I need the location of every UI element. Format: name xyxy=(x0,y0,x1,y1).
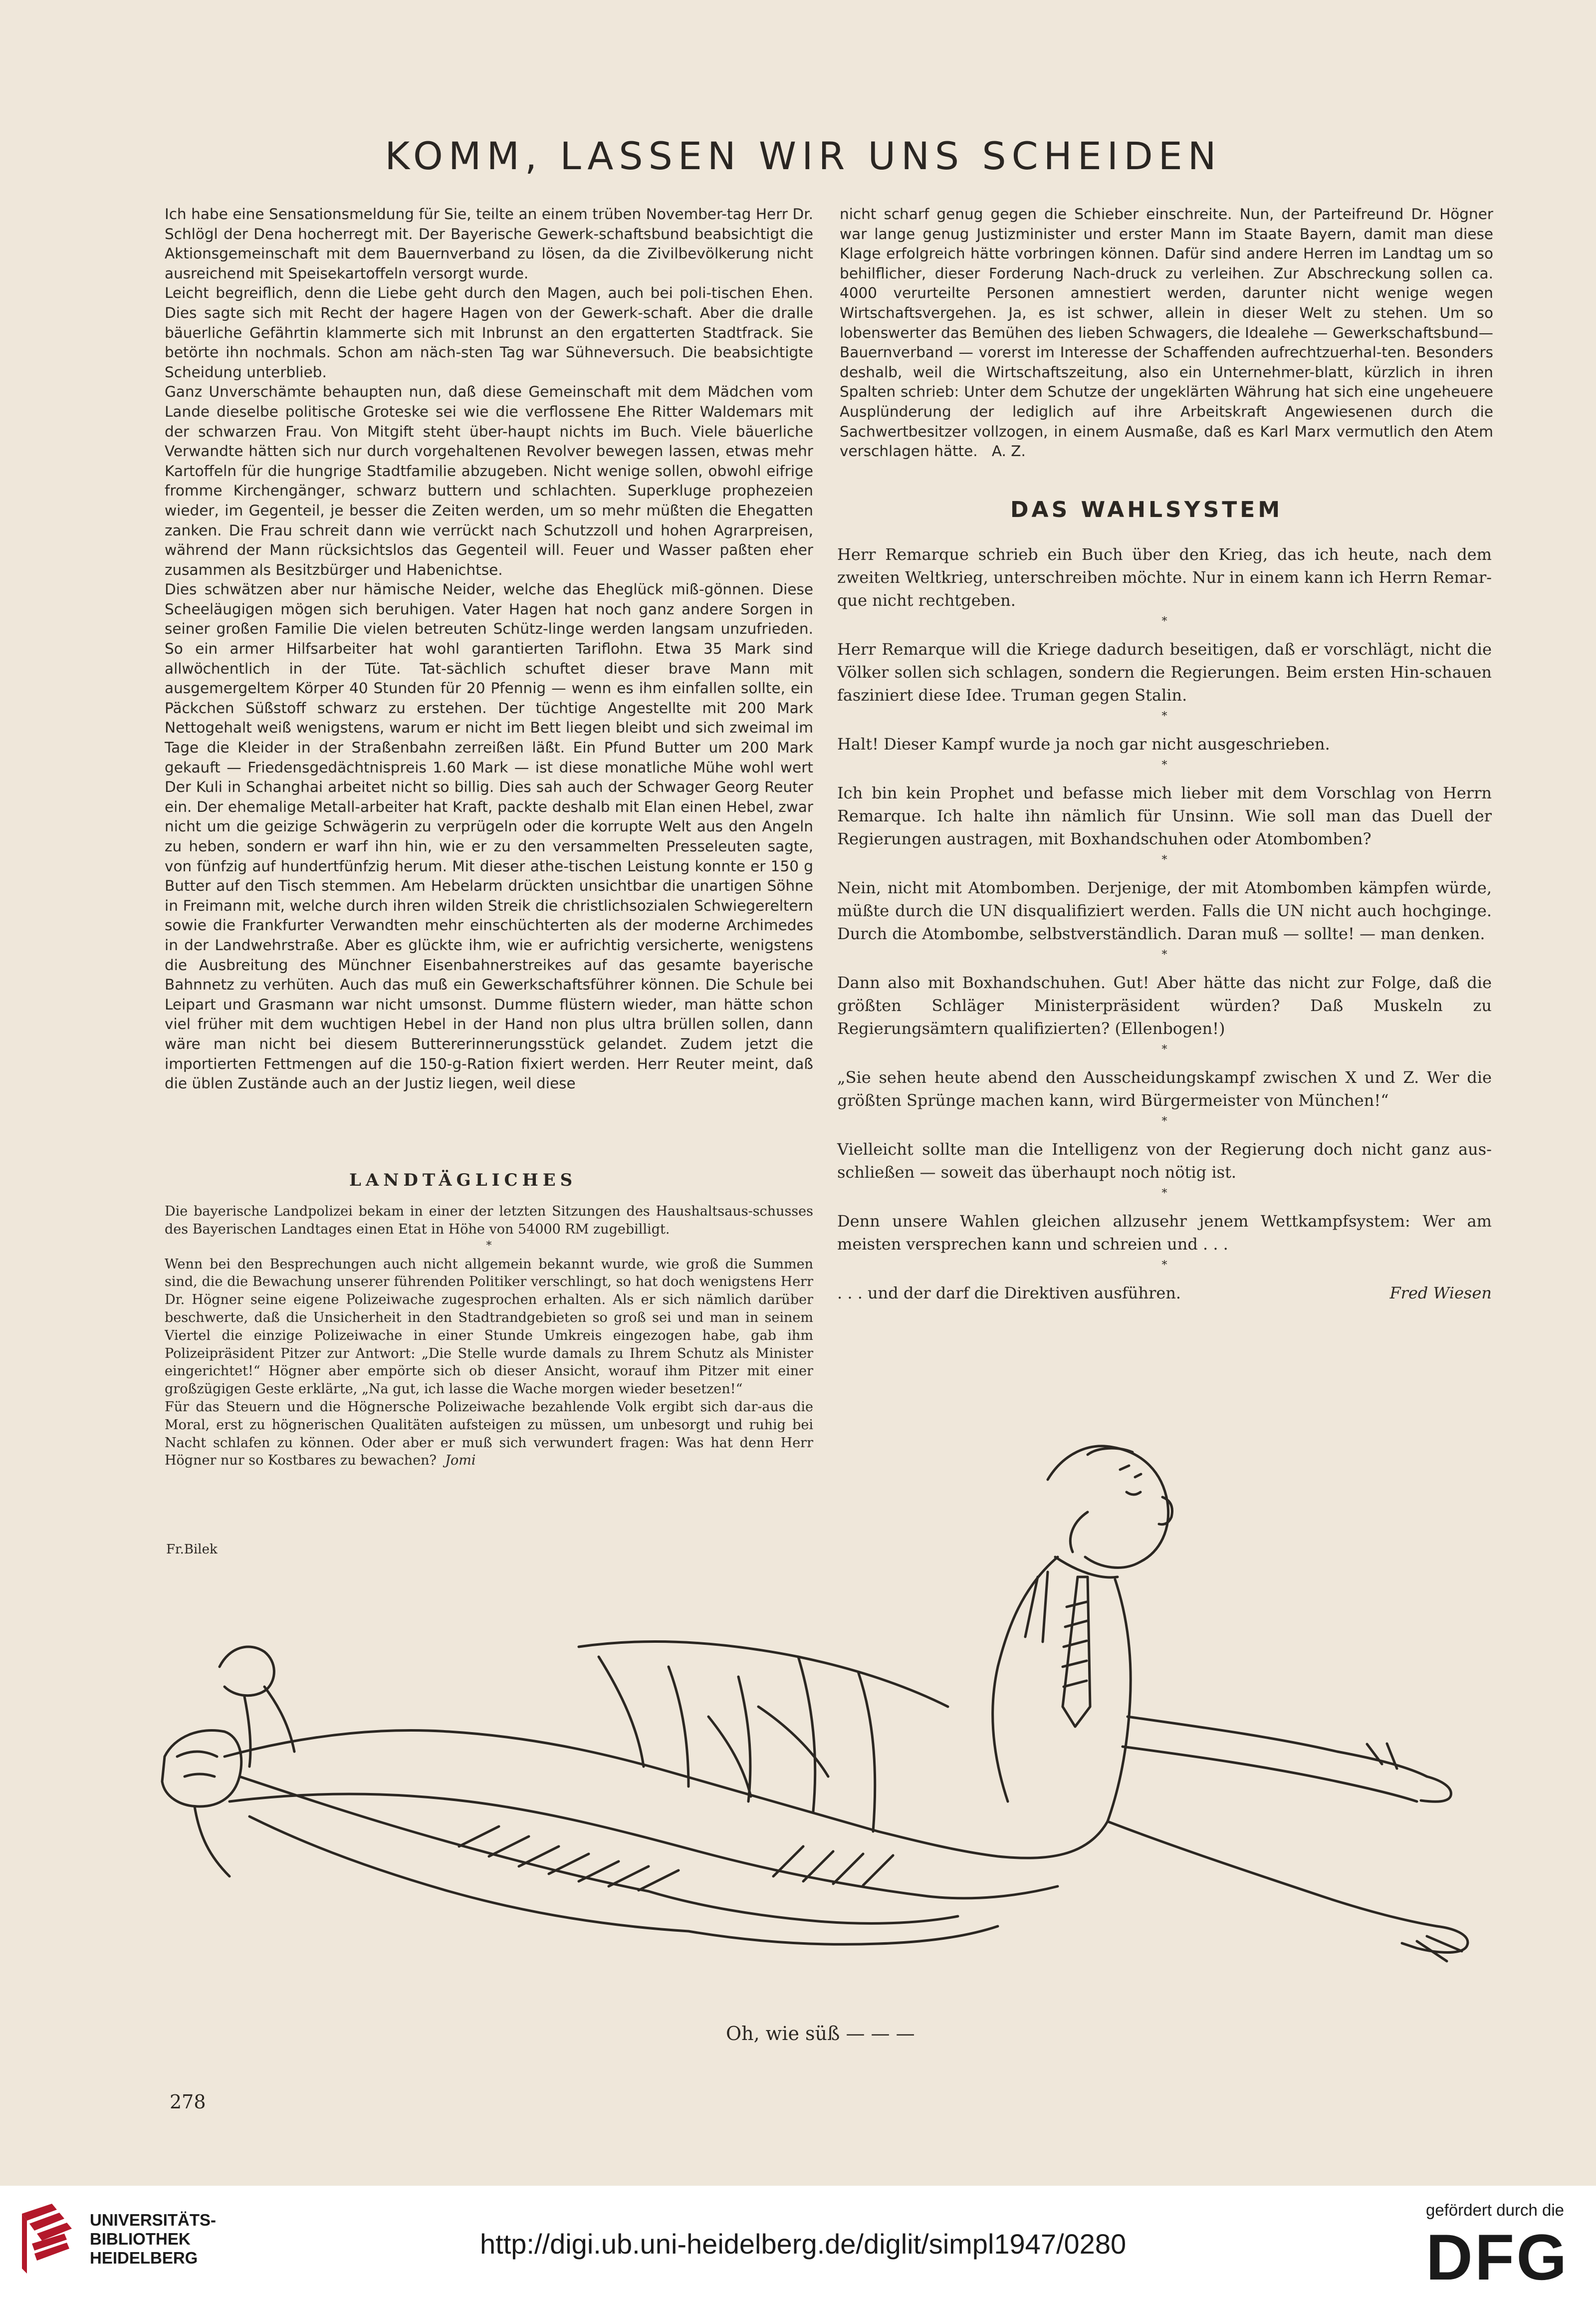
separator-star: * xyxy=(1161,1259,1167,1272)
article-paragraph: Leicht begreiflich, denn die Liebe geht durch den Magen, auch bei poli-tischen Ehen. Dies sagte sich mit Recht der hagere Hagen von der Gewerk-schaft. Aber die dralle bäuerliche Gefährtin klammerte sich mit Inbrunst an den ergatterten Stadtfrack. Sie betörte ihn nochmals. Schon am näch-sten Tag war Sühneversuch. Die beabsichtigte Scheidung unterblieb. xyxy=(165,284,813,381)
wahl-last-line: . . . und der darf die Direktiven ausführen. xyxy=(837,1283,1181,1302)
wahl-closing-line xyxy=(837,1281,1492,1304)
wahl-paragraph: Halt! Dieser Kampf wurde ja noch gar nicht ausgeschrieben. xyxy=(837,735,1330,754)
wahl-signature: Fred Wiesen xyxy=(1389,1283,1492,1302)
article-paragraph: Dies schwätzen aber nur hämische Neider, welche das Eheglück miß-gönnen. Diese Scheeläugigen mögen sich beruhigen. Vater Hagen hat noch ganz andere Sorgen in seiner großen Familie Die vielen betreuten Schütz-linge werden langsam unzufrieden. So ein armer Hilfsarbeiter hat wohl garantierten Tariflohn. Etwa 35 Mark sind allwöchentlich in der Tüte. Tat-sächlich schuftet dieser brave Mann mit ausgemergeltem Körper 40 Stunden für 20 Pfennig — wenn es ihm einfallen sollte, ein Päckchen Süßstoff schwarz zu erstehen. Der tüchtige Angestellte mit 200 Mark Nettogehalt weiß wenigstens, warum er nicht im Bett liegen bleibt und sich zweimal im Tage die Kleider in der Straßenbahn zerreißen läßt. Ein Pfund Butter um 200 Mark gekauft — Friedensgedächtnispreis 1.60 Mark — ist diese monatliche Mühe wohl wert Der Kuli in Schanghai arbeitet nicht so billig. Dies sah auch der Schwager Georg Reuter ein. Der ehemalige Metall-arbeiter hat Kraft, packte deshalb mit Elan einen Hebel, zwar nicht um die geizige Schwägerin zu verprügeln oder die korrupte Welt aus den Angeln zu heben, sondern er warf ihn hin, wie er zu den versammelten Presseleuten sagte, von fünfzig auf hundertfünfzig herum. Mit dieser athe-tischen Leistung konnte er 150 g Butter auf den Tisch stemmen. Am Hebelarm drückten unsichtbar die unartigen Söhne in Freimann mit, welche durch ihren wilden Streik die christlichsozialen Schwiegereltern sowie die Frankfurter Verwandten mehr einschüchterten als der moderne Archimedes in der Landwehrstraße. Aber es glückte ihm, wie er aufrichtig versicherte, wenigstens die Ausbreitung des Münchner Eisenbahnerstreikes auf das gesamte bayerische Bahnnetz zu verhüten. Auch das muß ein Gewerkschaftsführer können. Die Schule bei Leipart und Grasmann war nicht umsonst. Dumme flüstern wieder, man hätte schon viel früher mit dem wuchtigen Hebel in der Hand non plus ultra brüllen sollen, dann wäre man nicht bei diesem Buttererinnerungsstück gelandet. Zudem jetzt die importierten Fettmengen auf die 150-g-Ration fixiert werden. Herr Reuter meint, daß die üblen Zustände auch an der Justiz liegen, weil diese xyxy=(165,581,813,1092)
separator-star: * xyxy=(1161,710,1167,723)
article-paragraph: Ganz Unverschämte behaupten nun, daß diese Gemeinschaft mit dem Mädchen vom Lande dieselbe politische Groteske sei wie die verflossene Ehe Ritter Waldemars mit der schwarzen Frau. Von Mitgift steht über-haupt nichts im Buch. Viele bäuerliche Verwandte hätten sich nur durch vorgehaltenen Revolver bewegen lassen, etwas mehr Kartoffeln für die hungrige Stadtfamilie abzugeben. Nicht wenige sollen, obwohl eifrige fromme Kirchengänger, schwarz buttern und schlachten. Superkluge prophezeien wieder, im Gegenteil, je besser die Zeiten werden, um so mehr müßten die Ehegatten zanken. Die Frau schreit dann wie verrückt nach Schutzzoll und hohen Agrarpreisen, während der Mann rücksichtslos das Gegenteil will. Feuer und Wasser paßten eher zusammen als Besitzbürger und Habenichtse. xyxy=(165,383,813,578)
separator-star: * xyxy=(486,1239,492,1252)
separator-star: * xyxy=(1161,854,1167,866)
separator-star: * xyxy=(1161,949,1167,961)
wahlsystem-column xyxy=(837,543,1492,1304)
land-paragraph: Für das Steuern und die Högnersche Polizeiwache bezahlende Volk ergibt sich dar-aus die Moral, erst zu högnerischen Qualitäten aufsteigen zu müssen, um unbesorgt und ruhig bei Nacht schlafen zu können. Oder aber er muß sich verwundert fragen: Was hat denn Herr Högner nur so Kostbares zu bewachen? xyxy=(165,1399,813,1469)
page-number: 278 xyxy=(170,2091,206,2113)
cartoon-illustration xyxy=(150,1407,1507,2061)
institution-name: UNIVERSITÄTS- BIBLIOTHEK HEIDELBERG xyxy=(90,2211,217,2267)
wahl-paragraph: Herr Remarque will die Kriege dadurch beseitigen, daß er vorschlägt, nicht die Völker sollen sich schlagen, sondern die Regierungen. Beim ersten Hin-schauen fasziniert diese Idee. Truman gegen Stalin. xyxy=(837,640,1492,705)
landtaegliches-title: LANDTÄGLICHES xyxy=(349,1170,577,1190)
wahl-paragraph: Ich bin kein Prophet und befasse mich lieber mit dem Vorschlag von Herrn Remarque. Ich halte ihn nämlich für Unsinn. Wie soll man das Duell der Regierungen austragen, mit Boxhandschuhen oder Atombomben? xyxy=(837,783,1492,848)
land-paragraph: Wenn bei den Besprechungen auch nicht allgemein bekannt wurde, wie groß die Summen sind, die die Bewachung unserer führenden Politiker verschlingt, so hat doch wenigstens Herr Dr. Högner seine eigene Polizeiwache zugesprochen erhalten. Als er sich nämlich darüber beschwerte, daß die Unsicherheit in den Stadtrandgebieten so groß sei und man in seinem Viertel die einzige Polizeiwache in einer Stunde Umkreis eingezogen habe, gab ihm Polizeipräsident Pitzer zur Antwort: „Die Stelle wurde damals zu Ihrem Schutz als Minister eingerichtet!“ Högner aber empörte sich ob dieser Ansicht, worauf ihm Pitzer mit einer großzügigen Geste erklärte, „Na gut, ich lasse die Wache morgen wieder besetzen!“ xyxy=(165,1256,813,1397)
wahl-paragraph: „Sie sehen heute abend den Ausscheidungskampf zwischen X und Z. Wer die größten Sprünge machen kann, wird Bürgermeister von München!“ xyxy=(837,1068,1492,1110)
wahl-paragraph: Vielleicht sollte man die Intelligenz von der Regierung doch nicht ganz aus-schließen — soweit das überhaupt noch nötig ist. xyxy=(837,1140,1492,1182)
main-article-right-column xyxy=(840,205,1493,462)
university-library-logo-icon xyxy=(17,2204,82,2279)
wahl-paragraph: Herr Remarque schrieb ein Buch über den Krieg, das ich heute, nach dem zweiten Weltkrieg, unterschreiben möchte. Nur in einem kann ich Herrn Remar-que nicht rechtgeben. xyxy=(837,545,1492,610)
wahl-paragraph: Dann also mit Boxhandschuhen. Gut! Aber hätte das nicht zur Folge, daß die größten Schläger Ministerpräsident würden? Daß Muskeln zu Regierungsämtern qualifizierten? (Ellenbogen!) xyxy=(837,973,1492,1038)
separator-star: * xyxy=(1161,1115,1167,1128)
wahl-paragraph: Nein, nicht mit Atombomben. Derjenige, der mit Atombomben kämpfen würde, müßte durch die UN disqualifiziert werden. Falls die UN nicht auch hochginge. Durch die Atombombe, selbstverständlich. Daran muß — sollte! — man denken. xyxy=(837,878,1492,943)
land-signature: Jomi xyxy=(445,1453,476,1469)
article-paragraph: nicht scharf genug gegen die Schieber einschreite. Nun, der Parteifreund Dr. Högner war lange genug Justizminister und erster Mann im Staate Bayern, damit man diese Klage erfolgreich hätte vorbringen können. Dafür sind andere Herren im Landtag um so behilflicher, dieser Forderung Nach-druck zu verleihen. Zur Abschreckung sollen ca. 4000 verurteilte Personen amnestiert werden, darunter nicht wenige wegen Wirtschaftsvergehen. Ja, es ist schwer, allein in dieser Welt zu stehen. Um so lobenswerter das Bemühen des lieben Schwagers, die Idealehe — Gewerkschaftsbund— Bauernverband — vorerst im Interesse der Schaffenden aufrechtzuerhal-ten. Besonders deshalb, weil die Wirtschaftszeitung, also ein Unternehmer-blatt, kürzlich in ihren Spalten schrieb: Unter dem Schutze der ungeklärten Währung hat sich eine ungeheuere Ausplünderung der lediglich auf ihre Arbeitskraft Angewiesenen durch die Sachwertbesitzer vollzogen, in einem Ausmaße, daß es Karl Marx vermutlich den Atem verschlagen hätte. xyxy=(840,206,1493,460)
funder-label: gefördert durch die xyxy=(1426,2201,1565,2219)
separator-star: * xyxy=(1161,615,1167,628)
illustration-caption: Oh, wie süß — — — xyxy=(726,2023,915,2044)
article-signature: A. Z. xyxy=(991,443,1026,460)
main-article-left-column xyxy=(165,205,813,1094)
wahl-paragraph: Denn unsere Wahlen gleichen allzusehr jenem Wettkampfsystem: Wer am meisten versprechen kann und schreien und . . . xyxy=(837,1212,1492,1254)
wahlsystem-title: DAS WAHLSYSTEM xyxy=(1010,497,1283,522)
page-headline: KOMM, LASSEN WIR UNS SCHEIDEN xyxy=(385,134,1222,178)
dfg-logo xyxy=(1426,2226,1576,2286)
separator-star: * xyxy=(1161,1187,1167,1200)
source-url-link[interactable]: http://digi.ub.uni-heidelberg.de/diglit/simpl1947/0280 xyxy=(480,2228,1127,2260)
land-paragraph: Die bayerische Landpolizei bekam in einer der letzten Sitzungen des Haushaltsaus-schusses des Bayerischen Landtages einen Etat in Höhe von 54000 RM zugebilligt. xyxy=(165,1204,813,1237)
article-paragraph: Ich habe eine Sensationsmeldung für Sie, teilte an einem trüben November-tag Herr Dr. Schlögl der Dena hocherregt mit. Der Bayerische Gewerk-schaftsbund beabsichtigt die Aktionsgemeinschaft mit dem Bauernverband zu lösen, da die Zivilbevölkerung nicht ausreichend mit Speisekartoffeln versorgt wurde. xyxy=(165,206,813,282)
illustration-credit: Fr.Bilek xyxy=(166,1542,218,1557)
dfg-logo-text: DFG xyxy=(1426,2226,1569,2286)
footer-bar xyxy=(0,2186,1596,2300)
separator-star: * xyxy=(1161,759,1167,771)
separator-star: * xyxy=(1161,1043,1167,1056)
